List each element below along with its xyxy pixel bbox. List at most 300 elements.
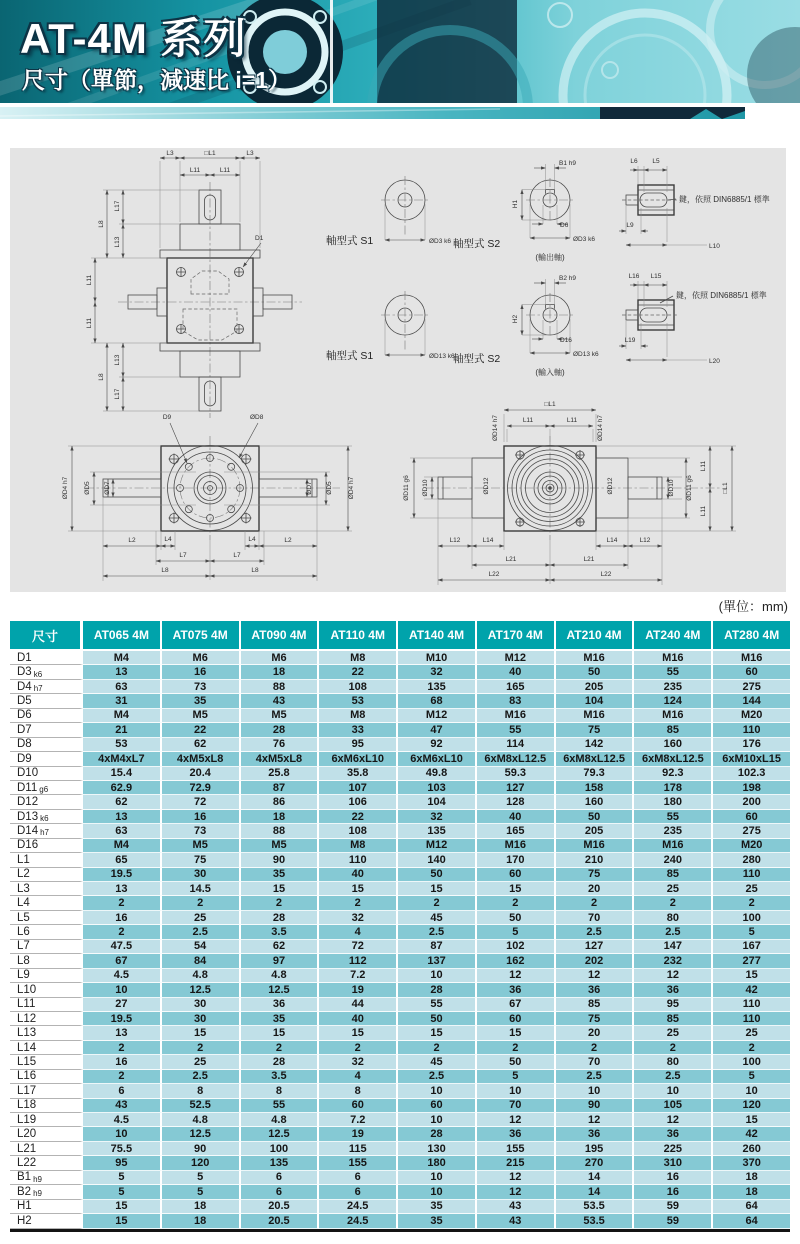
cell: 72 — [319, 940, 398, 954]
cell: 15.4 — [83, 767, 162, 781]
callout-d8: ØD8 — [250, 414, 264, 421]
dim-label: ØD13 k6 — [429, 353, 455, 360]
cell: 12 — [556, 969, 635, 983]
dim-label: L12 — [639, 537, 651, 544]
dim-label: L11 — [219, 167, 231, 174]
cell: 80 — [634, 911, 713, 925]
accent-band-graphic — [0, 107, 800, 119]
cell: 15 — [477, 882, 556, 896]
dim-label: L11 — [86, 274, 93, 286]
cell: 32 — [319, 911, 398, 925]
table-row — [10, 738, 790, 752]
dim-label: L10 — [709, 243, 720, 250]
cell: 4.8 — [162, 1113, 241, 1127]
callout-d1: D1 — [255, 235, 264, 242]
cell: 19 — [319, 1127, 398, 1141]
table-row — [10, 1055, 790, 1069]
cell: 84 — [162, 954, 241, 968]
cell: M16 — [477, 709, 556, 723]
table-header-row — [10, 621, 790, 649]
table-row — [10, 998, 790, 1012]
row-label: D12 — [10, 795, 83, 809]
dim-label: L11 — [700, 460, 707, 472]
dimension-drawings — [10, 148, 786, 592]
cell: 5 — [477, 1070, 556, 1084]
cell: 54 — [162, 940, 241, 954]
cell: 70 — [477, 1099, 556, 1113]
dim-label: L14 — [606, 537, 618, 544]
row-label: L16 — [10, 1070, 83, 1084]
cell: 24.5 — [319, 1214, 398, 1228]
cell: 4xM4xL7 — [83, 752, 162, 766]
cell: 36 — [241, 998, 320, 1012]
cell: 10 — [713, 1084, 790, 1098]
dim-label: L22 — [488, 571, 500, 578]
row-label: B2 h9 — [10, 1185, 83, 1199]
cell: 205 — [556, 824, 635, 838]
cell: 16 — [162, 810, 241, 824]
cell: 42 — [713, 1127, 790, 1141]
cell: 135 — [398, 824, 477, 838]
cell: 36 — [477, 1127, 556, 1141]
cell: 15 — [477, 1026, 556, 1040]
table-row — [10, 651, 790, 665]
cell: 13 — [83, 810, 162, 824]
cell: 14 — [556, 1171, 635, 1185]
cell: 2 — [556, 1041, 635, 1055]
cell: 62 — [83, 795, 162, 809]
cell: 127 — [556, 940, 635, 954]
cell: 18 — [241, 810, 320, 824]
cell: 127 — [477, 781, 556, 795]
cell: 59.3 — [477, 767, 556, 781]
cell: 135 — [241, 1156, 320, 1170]
table-row — [10, 1142, 790, 1156]
shaft-type-s1-label: 軸型式 S1 — [326, 235, 374, 247]
cell: 33 — [319, 723, 398, 737]
dim-label: L8 — [98, 220, 105, 228]
cell: M8 — [319, 709, 398, 723]
cell: 232 — [634, 954, 713, 968]
row-label: D6 — [10, 709, 83, 723]
cell: 107 — [319, 781, 398, 795]
cell: 30 — [162, 998, 241, 1012]
cell: 15 — [83, 1214, 162, 1228]
row-label: L3 — [10, 882, 83, 896]
cell: 2 — [477, 896, 556, 910]
dim-label: ØD10 — [422, 479, 429, 497]
cell: 88 — [241, 680, 320, 694]
row-label: L20 — [10, 1127, 83, 1141]
cell: 12 — [634, 969, 713, 983]
row-label: H1 — [10, 1200, 83, 1214]
cell: 47 — [398, 723, 477, 737]
cell: 53 — [319, 694, 398, 708]
cell: 162 — [477, 954, 556, 968]
cell: 25 — [713, 1026, 790, 1040]
cell: 49.8 — [398, 767, 477, 781]
cell: 15 — [319, 1026, 398, 1040]
cell: 47.5 — [83, 940, 162, 954]
table-row — [10, 911, 790, 925]
row-label: D1 — [10, 651, 83, 665]
col-header: AT065 4M — [83, 621, 162, 649]
dim-label: L12 — [449, 537, 461, 544]
table-row — [10, 1084, 790, 1098]
table-row — [10, 1012, 790, 1026]
row-label: D4 h7 — [10, 680, 83, 694]
cell: 73 — [162, 680, 241, 694]
table-body — [10, 651, 790, 1229]
table-row — [10, 896, 790, 910]
dim-label: ØD12 — [483, 477, 490, 495]
unit-note: (單位：mm) — [718, 599, 788, 614]
cell: 43 — [477, 1200, 556, 1214]
table-row — [10, 853, 790, 867]
shaft-type-s2-label: 軸型式 S2 — [453, 353, 501, 365]
cell: 6xM6xL10 — [319, 752, 398, 766]
dim-label: L20 — [709, 358, 720, 365]
table-row — [10, 954, 790, 968]
cell: 20 — [556, 1026, 635, 1040]
cell: 20.5 — [241, 1200, 320, 1214]
cell: 90 — [241, 853, 320, 867]
cell: 147 — [634, 940, 713, 954]
cell: 4.8 — [241, 969, 320, 983]
cell: 97 — [241, 954, 320, 968]
row-label: H2 — [10, 1214, 83, 1228]
cell: 62 — [162, 738, 241, 752]
cell: 72 — [162, 795, 241, 809]
cell: 155 — [319, 1156, 398, 1170]
cell: 75 — [556, 868, 635, 882]
cell: 142 — [556, 738, 635, 752]
table-row — [10, 1156, 790, 1170]
cell: 12.5 — [241, 1127, 320, 1141]
row-label: L13 — [10, 1026, 83, 1040]
dim-label: ØD12 — [607, 477, 614, 495]
row-label: D10 — [10, 767, 83, 781]
row-label: L7 — [10, 940, 83, 954]
cell: 10 — [398, 1113, 477, 1127]
cell: 35 — [398, 1214, 477, 1228]
cell: 106 — [319, 795, 398, 809]
cell: 40 — [477, 810, 556, 824]
cell: 18 — [162, 1200, 241, 1214]
cell: 103 — [398, 781, 477, 795]
drawing-panel — [10, 148, 786, 592]
cell: 55 — [634, 665, 713, 679]
cell: M16 — [556, 709, 635, 723]
cell: 10 — [634, 1084, 713, 1098]
table-row — [10, 1099, 790, 1113]
cell: 102 — [477, 940, 556, 954]
cell: 137 — [398, 954, 477, 968]
dim-label: L11 — [189, 167, 201, 174]
cell: 60 — [477, 1012, 556, 1026]
table-row — [10, 1070, 790, 1084]
cell: 210 — [556, 853, 635, 867]
cell: 2.5 — [556, 925, 635, 939]
dim-label: □L1 — [204, 150, 216, 157]
cell: 60 — [713, 665, 790, 679]
cell: 2 — [241, 1041, 320, 1055]
cell: 50 — [477, 1055, 556, 1069]
row-label: L9 — [10, 969, 83, 983]
cell: 75 — [556, 1012, 635, 1026]
table-row — [10, 1026, 790, 1040]
cell: 2.5 — [162, 1070, 241, 1084]
dim-label: ØD14 h7 — [492, 414, 499, 442]
cell: 20.4 — [162, 767, 241, 781]
col-header-dim: 尺寸 — [10, 621, 83, 649]
dim-label: B1 h9 — [559, 160, 576, 167]
table-row — [10, 1041, 790, 1055]
cell: 12 — [634, 1113, 713, 1127]
cell: M4 — [83, 651, 162, 665]
dim-label: L17 — [114, 388, 121, 400]
cell: M6 — [162, 651, 241, 665]
cell: 6xM8xL12.5 — [556, 752, 635, 766]
dim-label: L2 — [128, 537, 136, 544]
row-label: L2 — [10, 868, 83, 882]
cell: 180 — [634, 795, 713, 809]
col-header: AT280 4M — [713, 621, 790, 649]
cell: 2 — [398, 1041, 477, 1055]
page-subtitle: 尺寸（單節，減速比 i=1） — [22, 67, 292, 93]
output-shaft-note: (輸出軸) — [535, 253, 565, 262]
row-label: L10 — [10, 983, 83, 997]
cell: 60 — [477, 868, 556, 882]
cell: 5 — [713, 925, 790, 939]
cell: 60 — [713, 810, 790, 824]
row-label: L8 — [10, 954, 83, 968]
cell: 2 — [83, 1070, 162, 1084]
cell: 2 — [634, 1041, 713, 1055]
cell: 2 — [713, 896, 790, 910]
cell: 12.5 — [162, 1127, 241, 1141]
cell: 53.5 — [556, 1214, 635, 1228]
cell: 100 — [713, 1055, 790, 1069]
cell: 70 — [556, 911, 635, 925]
cell: 120 — [162, 1156, 241, 1170]
col-header: AT140 4M — [398, 621, 477, 649]
cell: 28 — [398, 983, 477, 997]
cell: 158 — [556, 781, 635, 795]
cell: 85 — [634, 723, 713, 737]
cell: M12 — [398, 709, 477, 723]
cell: 64 — [713, 1200, 790, 1214]
cell: 16 — [83, 1055, 162, 1069]
cell: 35.8 — [319, 767, 398, 781]
table-row — [10, 969, 790, 983]
cell: 10 — [398, 1084, 477, 1098]
table-row — [10, 940, 790, 954]
cell: 105 — [634, 1099, 713, 1113]
row-label: D8 — [10, 738, 83, 752]
cell: 100 — [241, 1142, 320, 1156]
cell: 45 — [398, 1055, 477, 1069]
cell: M16 — [634, 651, 713, 665]
cell: 12 — [477, 1185, 556, 1199]
input-shaft-note: (輸入軸) — [535, 368, 565, 377]
cell: 178 — [634, 781, 713, 795]
cell: M12 — [398, 839, 477, 853]
cell: 5 — [83, 1171, 162, 1185]
shaft-detail-geometry — [381, 164, 707, 245]
cell: 10 — [398, 1185, 477, 1199]
cell: 43 — [83, 1099, 162, 1113]
cell: 202 — [556, 954, 635, 968]
cell: 2 — [713, 1041, 790, 1055]
cell: 2.5 — [398, 1070, 477, 1084]
cell: 28 — [241, 1055, 320, 1069]
cell: 2.5 — [398, 925, 477, 939]
cell: 36 — [477, 983, 556, 997]
cell: 140 — [398, 853, 477, 867]
cell: 195 — [556, 1142, 635, 1156]
cell: 124 — [634, 694, 713, 708]
front-view-drawing — [62, 414, 355, 581]
shaft-type-s1-label: 軸型式 S1 — [326, 350, 374, 362]
cell: 5 — [162, 1171, 241, 1185]
cell: 6xM10xL15 — [713, 752, 790, 766]
din-key-note: 鍵，依照 DIN6885/1 標準 — [679, 195, 770, 204]
cell: 3.5 — [241, 1070, 320, 1084]
cell: 108 — [319, 680, 398, 694]
cell: 28 — [241, 911, 320, 925]
cell: 5 — [83, 1185, 162, 1199]
dim-label: L11 — [522, 417, 534, 424]
cell: 235 — [634, 824, 713, 838]
cell: 14.5 — [162, 882, 241, 896]
cell: 180 — [398, 1156, 477, 1170]
dim-label: L11 — [700, 505, 707, 517]
cell: 4xM5xL8 — [241, 752, 320, 766]
cell: 10 — [83, 983, 162, 997]
cell: 19 — [319, 983, 398, 997]
cell: 6 — [241, 1171, 320, 1185]
row-label: D14 h7 — [10, 824, 83, 838]
cell: 2 — [83, 1041, 162, 1055]
cell: 85 — [556, 998, 635, 1012]
top-view-drawing — [86, 150, 302, 418]
cell: 7.2 — [319, 969, 398, 983]
cell: 170 — [477, 853, 556, 867]
cell: 176 — [713, 738, 790, 752]
cell: 50 — [556, 810, 635, 824]
cell: 75 — [162, 853, 241, 867]
col-header: AT090 4M — [241, 621, 320, 649]
cell: 21 — [83, 723, 162, 737]
cell: 2 — [398, 896, 477, 910]
cell: 75 — [556, 723, 635, 737]
cell: 25 — [713, 882, 790, 896]
dim-label: ØD7 — [306, 481, 313, 495]
dim-label: D16 — [560, 337, 572, 344]
cell: M16 — [713, 651, 790, 665]
row-label: L22 — [10, 1156, 83, 1170]
cell: 95 — [83, 1156, 162, 1170]
cell: 52.5 — [162, 1099, 241, 1113]
cell: 25 — [162, 1055, 241, 1069]
dim-label: □L1 — [544, 401, 556, 408]
cell: 92.3 — [634, 767, 713, 781]
cell: 205 — [556, 680, 635, 694]
cell: M5 — [162, 839, 241, 853]
cell: 15 — [713, 969, 790, 983]
cell: 12 — [477, 969, 556, 983]
cell: 2 — [241, 896, 320, 910]
cell: 80 — [634, 1055, 713, 1069]
cell: 115 — [319, 1142, 398, 1156]
cell: 2 — [319, 896, 398, 910]
row-label: L12 — [10, 1012, 83, 1026]
cell: 114 — [477, 738, 556, 752]
cell: M4 — [83, 709, 162, 723]
dim-label: L8 — [161, 567, 169, 574]
cell: 90 — [162, 1142, 241, 1156]
table-row — [10, 723, 790, 737]
cell: 90 — [556, 1099, 635, 1113]
cell: 277 — [713, 954, 790, 968]
cell: 6 — [83, 1084, 162, 1098]
cell: 19.5 — [83, 868, 162, 882]
cell: 22 — [319, 810, 398, 824]
cell: 15 — [83, 1200, 162, 1214]
cell: 63 — [83, 824, 162, 838]
dim-label: L13 — [114, 354, 121, 366]
cell: 27 — [83, 998, 162, 1012]
cell: 30 — [162, 1012, 241, 1026]
dim-label: L3 — [166, 150, 174, 157]
row-label: L1 — [10, 853, 83, 867]
table-row — [10, 810, 790, 824]
dim-label: L8 — [251, 567, 259, 574]
cell: 92 — [398, 738, 477, 752]
cell: 100 — [713, 911, 790, 925]
row-label: L5 — [10, 911, 83, 925]
row-label: D9 — [10, 752, 83, 766]
cell: 2 — [477, 1041, 556, 1055]
cell: 40 — [477, 665, 556, 679]
cell: 12 — [477, 1113, 556, 1127]
dimension-table — [10, 621, 790, 1232]
cell: 14 — [556, 1185, 635, 1199]
cell: 4.5 — [83, 969, 162, 983]
cell: 6 — [319, 1171, 398, 1185]
cell: 40 — [319, 1012, 398, 1026]
cell: 50 — [398, 868, 477, 882]
cell: 2 — [556, 896, 635, 910]
cell: 83 — [477, 694, 556, 708]
cell: 87 — [241, 781, 320, 795]
header-photo-banner — [0, 0, 800, 103]
cell: 50 — [477, 911, 556, 925]
dim-label: L14 — [482, 537, 494, 544]
cell: 50 — [398, 1012, 477, 1026]
table-row — [10, 1113, 790, 1127]
col-header: AT240 4M — [634, 621, 713, 649]
table-row — [10, 694, 790, 708]
header-accent-band — [0, 106, 800, 118]
cell: 62.9 — [83, 781, 162, 795]
cell: 15 — [241, 882, 320, 896]
cell: 19.5 — [83, 1012, 162, 1026]
cell: 42 — [713, 983, 790, 997]
cell: 8 — [162, 1084, 241, 1098]
cell: 4 — [319, 925, 398, 939]
